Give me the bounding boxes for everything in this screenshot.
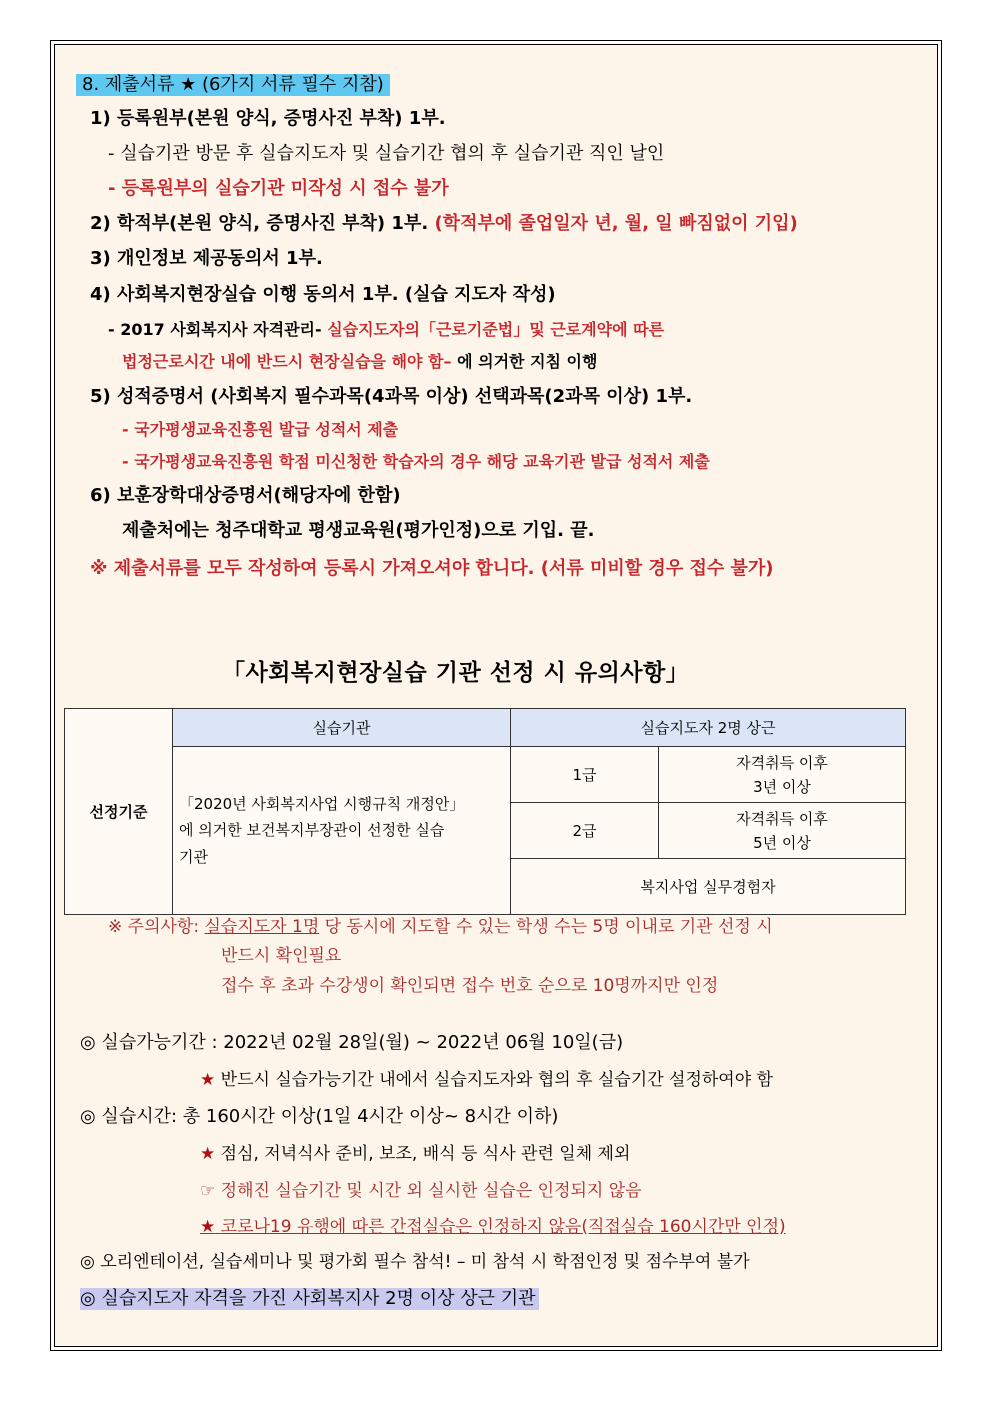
hours-note-1: 점심, 저녁식사 준비, 보조, 배식 등 식사 관련 일체 제외	[220, 1144, 631, 1164]
grade-2: 2급	[511, 803, 659, 859]
grade-2-req-1: 자격취득 이후	[736, 809, 828, 828]
hours-note-3: 코로나19 유행에 따른 간접실습은 인정하지 않음(직접실습 160시간만 인정)	[220, 1217, 786, 1237]
star-icon: ★	[200, 1217, 216, 1237]
guide-title: 「사회복지현장실습 기관 선정 시 유의사항」	[222, 660, 690, 686]
grade-1-req-1: 자격취득 이후	[736, 753, 828, 772]
item-1-sub-1: - 실습기관 방문 후 실습지도자 및 실습기간 협의 후 실습기관 직인 날인	[108, 143, 665, 164]
item-4-sub-red-1: 실습지도자의「근로기준법」및 근로계약에 따른	[327, 320, 665, 339]
item-4-sub-prefix: - 2017 사회복지사 자격관리-	[108, 320, 322, 339]
item-4-sub-red-2: 법정근로시간 내에 반드시 현장실습을 해야 함–	[122, 352, 452, 371]
institution-text-2: 에 의거한 보건복지부장관이 선정한 실습	[179, 821, 445, 840]
caution-line-1-underlined: 실습지도자 1명	[204, 917, 320, 937]
item-5-sub-2: - 국가평생교육진흥원 학점 미신청한 학습자의 경우 해당 교육기관 발급 성적서 제출	[122, 452, 710, 471]
caution-line-1-rest: 당 동시에 지도할 수 있는 학생 수는 5명 이내로 기관 선정 시	[324, 917, 773, 937]
col-header-institution: 실습기관	[173, 709, 511, 747]
item-6: 6) 보훈장학대상증명서(해당자에 한함)	[90, 485, 401, 506]
practice-period: ◎ 실습가능기간 : 2022년 02월 28일(월) ~ 2022년 06월 10일(금)	[80, 1032, 624, 1053]
col-header-supervisor: 실습지도자 2명 상근	[511, 709, 906, 747]
experienced-worker: 복지사업 실무경험자	[511, 859, 906, 915]
star-icon: ★	[200, 1070, 216, 1090]
caution-line-3: 접수 후 초과 수강생이 확인되면 접수 번호 순으로 10명까지만 인정	[221, 976, 719, 996]
star-icon: ★	[200, 1144, 216, 1164]
practice-period-note: 반드시 실습가능기간 내에서 실습지도자와 협의 후 실습기간 설정하여야 함	[220, 1070, 773, 1090]
criteria-label: 선정기준	[65, 709, 173, 915]
institution-text-1: 「2020년 사회복지사업 시행규칙 개정안」	[179, 795, 465, 814]
grade-1: 1급	[511, 747, 659, 803]
section-heading: 8. 제출서류 ★ (6가지 서류 필수 지참)	[76, 74, 390, 96]
submit-destination: 제출처에는 청주대학교 평생교육원(평가인정)으로 기입. 끝.	[122, 520, 595, 541]
caution-label: ※ 주의사항:	[108, 917, 200, 937]
grade-1-requirement	[659, 747, 906, 803]
submission-warning: ※ 제출서류를 모두 작성하여 등록시 가져오셔야 합니다. (서류 미비할 경우 접수 불가)	[90, 558, 774, 579]
item-1: 1) 등록원부(본원 양식, 증명사진 부착) 1부.	[90, 108, 446, 129]
selection-criteria-table	[64, 708, 906, 915]
caution-line-2: 반드시 확인필요	[221, 946, 342, 966]
practice-hours: ◎ 실습시간: 총 160시간 이상(1일 4시간 이상~ 8시간 이하)	[80, 1106, 559, 1127]
grade-2-requirement	[659, 803, 906, 859]
item-5-sub-1: - 국가평생교육진흥원 발급 성적서 제출	[122, 420, 399, 439]
institution-text-3: 기관	[179, 847, 208, 866]
grade-1-req-2: 3년 이상	[753, 777, 811, 796]
item-1-sub-2: - 등록원부의 실습기관 미작성 시 접수 불가	[108, 178, 449, 199]
item-2-note: (학적부에 졸업일자 년, 월, 일 빠짐없이 기입)	[434, 213, 798, 234]
item-2: 2) 학적부(본원 양식, 증명사진 부착) 1부.	[90, 213, 429, 234]
grade-2-req-2: 5년 이상	[753, 833, 811, 852]
institution-criteria	[173, 747, 511, 915]
item-4-sub-suffix: 에 의거한 지침 이행	[457, 352, 598, 371]
item-3: 3) 개인정보 제공동의서 1부.	[90, 248, 323, 269]
institution-requirement: ◎ 실습지도자 자격을 가진 사회복지사 2명 이상 상근 기관	[80, 1288, 539, 1310]
item-4: 4) 사회복지현장실습 이행 동의서 1부. (실습 지도자 작성)	[90, 284, 556, 305]
orientation-notice: ◎ 오리엔테이션, 실습세미나 및 평가회 필수 참석! – 미 참석 시 학점인정 및 점수부여 불가	[80, 1252, 750, 1272]
hours-note-2: ☞ 정해진 실습기간 및 시간 외 실시한 실습은 인정되지 않음	[200, 1181, 642, 1201]
item-5: 5) 성적증명서 (사회복지 필수과목(4과목 이상) 선택과목(2과목 이상) 1부.	[90, 386, 693, 407]
